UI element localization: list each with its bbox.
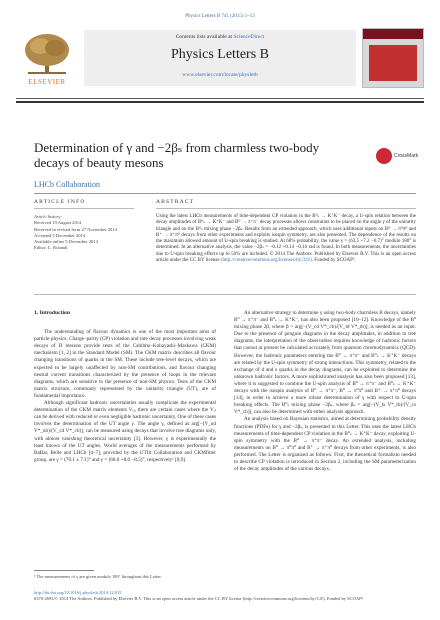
header-rule [16,98,424,99]
article-info-label: ARTICLE INFO [34,199,86,205]
crossmark-label: CrossMark [394,153,419,159]
history-item: Received in revised form 27 November 2014 [34,226,117,232]
cover-graphic [369,45,417,81]
homepage-link[interactable]: www.elsevier.com/locate/physletb [182,72,258,78]
elsevier-tree-logo[interactable] [16,30,78,86]
abstract-text: Using the latest LHCb measurements of time-dependent CP violation in the B⁰ₛ → K⁺K⁻ decay, a U-spin relation between the decay amplitudes of B⁰ₛ → K⁺K⁻ and B⁰ → π⁺π⁻ decay processes allows constraints to be placed on the angle γ of the unitarity triangle and on the B⁰ₛ mixing phase −2βₛ. Results from an extended approach, which uses additional inputs on B⁰ → π⁰π⁰ and B⁺ → π⁺π⁰ decays from other experiments and exploits isospin symmetry, are also presented. The dependence of the results on the maximum allowed amount of U-spin breaking is studied. At 68% probability, the value γ = (63.5 +7.2 −6.7)° modulo 180° is determined. In an alternative analysis, the value −2βₛ = −0.12 +0.14 −0.16 rad is found. In both measurements, the uncertainties due to U-spin breaking effects up to 50% are included. [156,214,416,257]
section-heading: 1. Introduction [34,310,70,316]
journal-title: Physics Letters B [171,47,269,62]
license-link[interactable]: (http://creativecommons.org/licenses/by/3.0/) [220,258,312,264]
issn-line: 0370-2693/© 2014 The Authors. Published by Elsevier B.V. This is an open access article under the CC BY license (http://creativecommons.org/licenses/by/3.0/). Funded by SCOAP³. [34,596,365,602]
paper-title: Determination of γ and −2βₛ from charmless two-body decays of beauty mesons [34,140,320,170]
journal-header [16,28,424,90]
header-info-box [84,30,356,86]
header-rule-thick [16,101,424,103]
abstract-copyright: © 2014 The Authors. Published by Elsevier B.V. This is an open access article under the CC BY license [156,251,417,264]
abstract-body [156,214,416,264]
contents-line [84,34,356,40]
author-line[interactable]: LHCb Collaboration [34,180,100,189]
paragraph: The understanding of flavour dynamics is one of the most important aims of particle physics. Charge–parity (CP) violation and rare decay processes involving weak decays of B mesons provide tests of the Cabibbo–Kobayashi–Maskawa (CKM) mechanism [1, 2] in the Standard Model (SM). The CKM matrix describes all flavour changing transitions of quarks in the SM. These include tree-level decays, which are expected to be largely unaffected by non-SM contributions, and flavour changing neutral current transitions characterized by the presence of loops in the relevant diagrams, which are sensitive to the presence of non-SM physics. Tests of the CKM matrix structure, commonly represented by the unitarity triangle (UT), are of fundamental importance. [34,329,216,399]
right-column [234,310,416,473]
cover-stripe [363,29,423,39]
article-history [34,214,134,252]
contents-prefix: Contents lists available at [175,34,234,40]
history-item: Received 19 August 2014 [34,220,82,226]
abstract-bottom-rule [34,294,416,295]
homepage-line [84,72,356,78]
crossmark-icon [376,148,392,164]
crossmark-badge[interactable] [376,146,419,168]
history-item: Editor: L. Rolandi [34,245,68,251]
info-rule [34,208,134,209]
history-item: Available online 9 December 2014 [34,239,98,245]
paragraph: Although significant hadronic uncertainties usually complicate the experimental determination of the CKM matrix elements Vᵢⱼ, there are certain cases where the Vᵢⱼ can be derived with reduced or even negligible hadronic uncertainty. One of these cases involves the determination of the UT angle γ. The angle γ, defined as arg[−(V_ud V*_ub)/(V_cd V*_cb)], can be measured using decays that involve tree diagrams only, with almost vanishing theoretical uncertainty [3]. However, γ is experimentally the least known of the UT angles. World averages of the measurements performed by BaBar, Belle and LHCb [4–7], provided by the UTfit Collaboration and CKMfitter group, are γ = (70.1 ± 7.1)° and γ = (68.0 +8.0 −8.5)°, respectively¹ [8,9]. [34,400,217,463]
footnote-rule [34,570,94,571]
publisher-name: ELSEVIER [28,78,66,86]
author-rule [34,193,416,194]
history-heading: Article history: [34,214,62,219]
journal-reference[interactable]: Physics Letters B 741 (2015) 1–13 [185,14,255,19]
doi-link[interactable]: http://dx.doi.org/10.1016/j.physletb.2014.12.015 [34,590,122,595]
doi-block [34,590,414,602]
paragraph: An analysis based on Bayesian statistics, aimed at determining probability density functions (PDFs) for γ and −2βₛ, is presented in this Letter. This uses the latest LHCb measurements of time-dependent CP violation in the B⁰ₛ → K⁺K⁻ decay, exploiting U-spin symmetry with the B⁰ → π⁺π⁻ decay. An extended analysis, including measurements on B⁰ → π⁰π⁰ and B⁺ → π⁺π⁰ decays from other experiments, is also performed. The Letter is organized as follows. First, the theoretical formalism needed to describe CP violation is introduced in Section 2, including the SM parameterization of the decay amplitudes of the various decays. [234,416,416,473]
sciencedirect-link[interactable]: ScienceDirect [233,34,265,40]
tree-icon [16,30,78,78]
abstract-funding: . Funded by SCOAP³. [311,258,356,264]
footnote: ¹ The measurements of γ are given modulo 180° throughout this Letter. [34,574,162,579]
abstract-label: ABSTRACT [156,199,195,205]
abstract-rule [156,208,416,209]
left-column [34,310,216,464]
history-item: Accepted 5 December 2014 [34,232,86,238]
paragraph: An alternative strategy to determine γ using two-body charmless B decays, namely B⁰ → π⁺π⁻ and B⁰ₛ → K⁺K⁻, has also been proposed [10–12]. Knowledge of the B⁰ mixing phase 2β, where β = arg[−(V_cd V*_cb)/(V_td V*_tb)], is needed as an input. Due to the presence of penguin diagrams in the decay amplitudes, in addition to tree diagrams, the interpretation of the observables requires knowledge of hadronic factors that cannot at present be calculated accurately from quantum chromodynamics (QCD). However, the hadronic parameters entering the B⁰ → π⁺π⁻ and B⁰ₛ → K⁺K⁻ decays are related by the U-spin symmetry of strong interactions. This symmetry, related to the exchange of d and s quarks in the decay diagrams, can be exploited to determine the unknown hadronic factors. A more sophisticated analysis has also been proposed [13], where it is suggested to combine the U-spin analysis of B⁰ → π⁺π⁻ and B⁰ₛ → K⁺K⁻ decays with the isospin analysis of B⁰ → π⁺π⁻, B⁰ → π⁰π⁰ and B⁺ → π⁺π⁰ decays [14], in order to achieve a more robust determination of γ with respect to U-spin breaking effects. The B⁰ₛ mixing phase −2βₛ, where βₛ = arg[−(V_ts V*_tb)/(V_cs V*_cb)], can also be determined with either analysis approach. [234,310,416,416]
journal-cover-image [362,28,424,88]
